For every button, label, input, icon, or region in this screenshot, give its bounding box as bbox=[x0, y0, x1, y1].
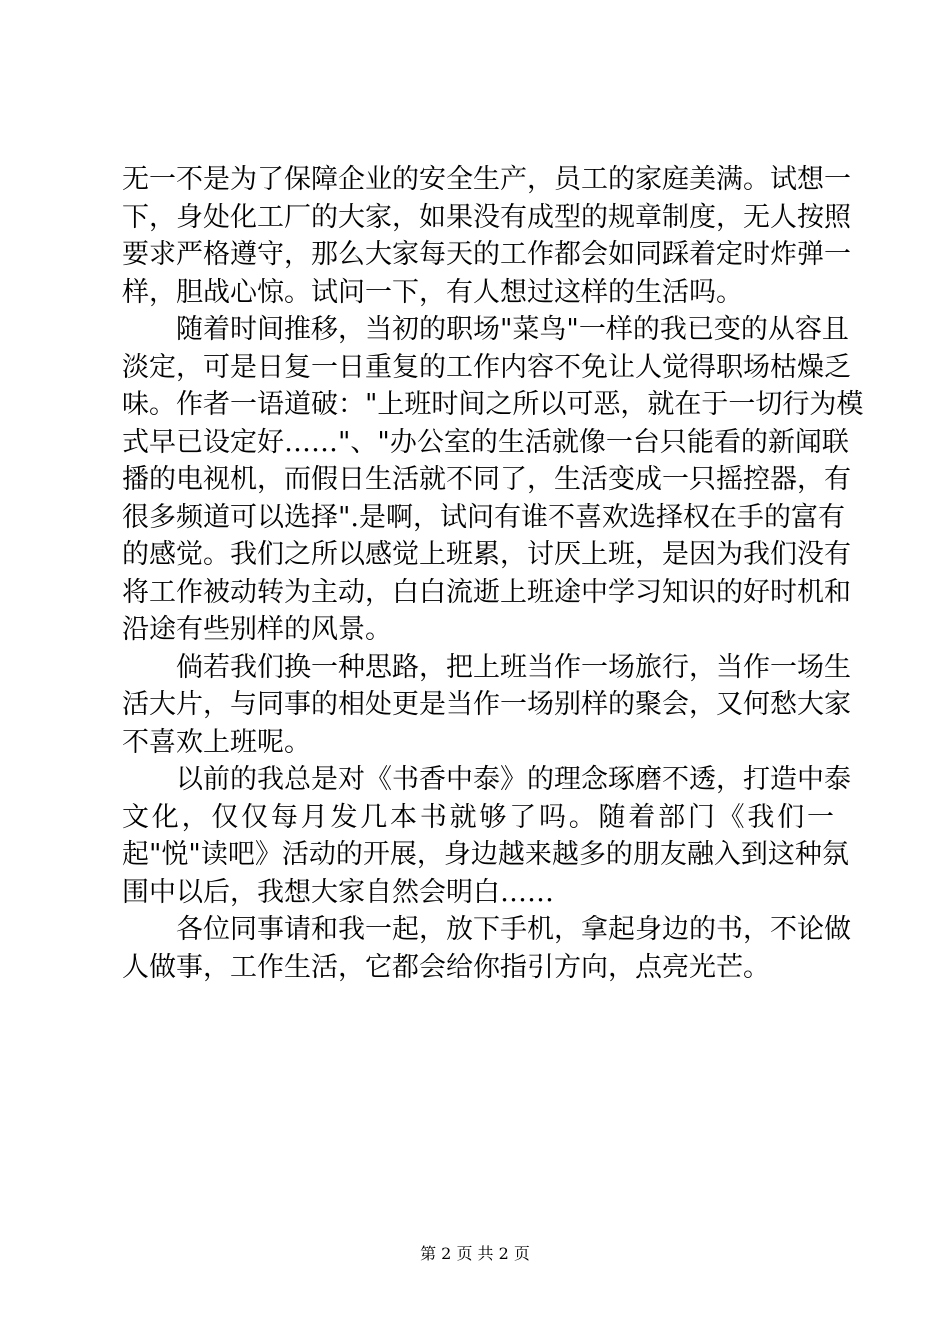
page-number-footer: 第 2 页 共 2 页 bbox=[420, 1244, 530, 1263]
text-line: 沿途有些别样的风景。 bbox=[122, 614, 392, 645]
text-line: 活大片，与同事的相处更是当作一场别样的聚会，又何愁大家 bbox=[122, 689, 851, 720]
text-line: 文化，仅仅每月发几本书就够了吗。随着部门《我们一 bbox=[122, 801, 834, 833]
text-line: 样，胆战心惊。试问一下，有人想过这样的生活吗。 bbox=[122, 276, 743, 308]
text-line: 将工作被动转为主动，白白流逝上班途中学习知识的好时机和 bbox=[122, 576, 851, 608]
paragraph bbox=[122, 649, 851, 762]
text-line: 播的电视机，而假日生活就不同了，生活变成一只摇控器，有 bbox=[122, 464, 851, 495]
text-line: 的感觉。我们之所以感觉上班累，讨厌上班，是因为我们没有 bbox=[122, 539, 851, 570]
text-line: 不喜欢上班呢。 bbox=[122, 726, 311, 758]
text-line: 各位同事请和我一起，放下手机，拿起身边的书，不论做 bbox=[176, 914, 851, 945]
text-line: 淡定，可是日复一日重复的工作内容不免让人觉得职场枯燥乏 bbox=[122, 351, 851, 383]
text-line: 随着时间推移，当初的职场"菜鸟"一样的我已变的从容且 bbox=[176, 314, 849, 345]
text-line: 起"悦"读吧》活动的开展，身边越来越多的朋友融入到这种氛 bbox=[122, 839, 849, 870]
text-line: 人做事，工作生活，它都会给你指引方向，点亮光芒。 bbox=[122, 951, 770, 983]
text-line: 味。作者一语道破："上班时间之所以可恶，就在于一切行为模 bbox=[122, 389, 864, 420]
text-line: 很多频道可以选择".是啊，试问有谁不喜欢选择权在手的富有 bbox=[122, 501, 846, 533]
body-text bbox=[122, 161, 864, 986]
text-line: 围中以后，我想大家自然会明白…… bbox=[122, 876, 554, 908]
text-line: 式早已设定好……"、"办公室的生活就像一台只能看的新闻联 bbox=[122, 426, 849, 458]
text-line: 倘若我们换一种思路，把上班当作一场旅行，当作一场生 bbox=[176, 651, 851, 683]
paragraph bbox=[122, 161, 851, 311]
paragraph bbox=[122, 311, 864, 649]
text-line: 以前的我总是对《书香中泰》的理念琢磨不透，打造中泰 bbox=[176, 764, 851, 795]
text-line: 下，身处化工厂的大家，如果没有成型的规章制度，无人按照 bbox=[122, 201, 851, 233]
text-line: 要求严格遵守，那么大家每天的工作都会如同踩着定时炸弹一 bbox=[122, 239, 851, 270]
text-line: 无一不是为了保障企业的安全生产，员工的家庭美满。试想一 bbox=[122, 164, 851, 195]
paragraph bbox=[122, 761, 851, 911]
paragraph bbox=[122, 911, 851, 986]
